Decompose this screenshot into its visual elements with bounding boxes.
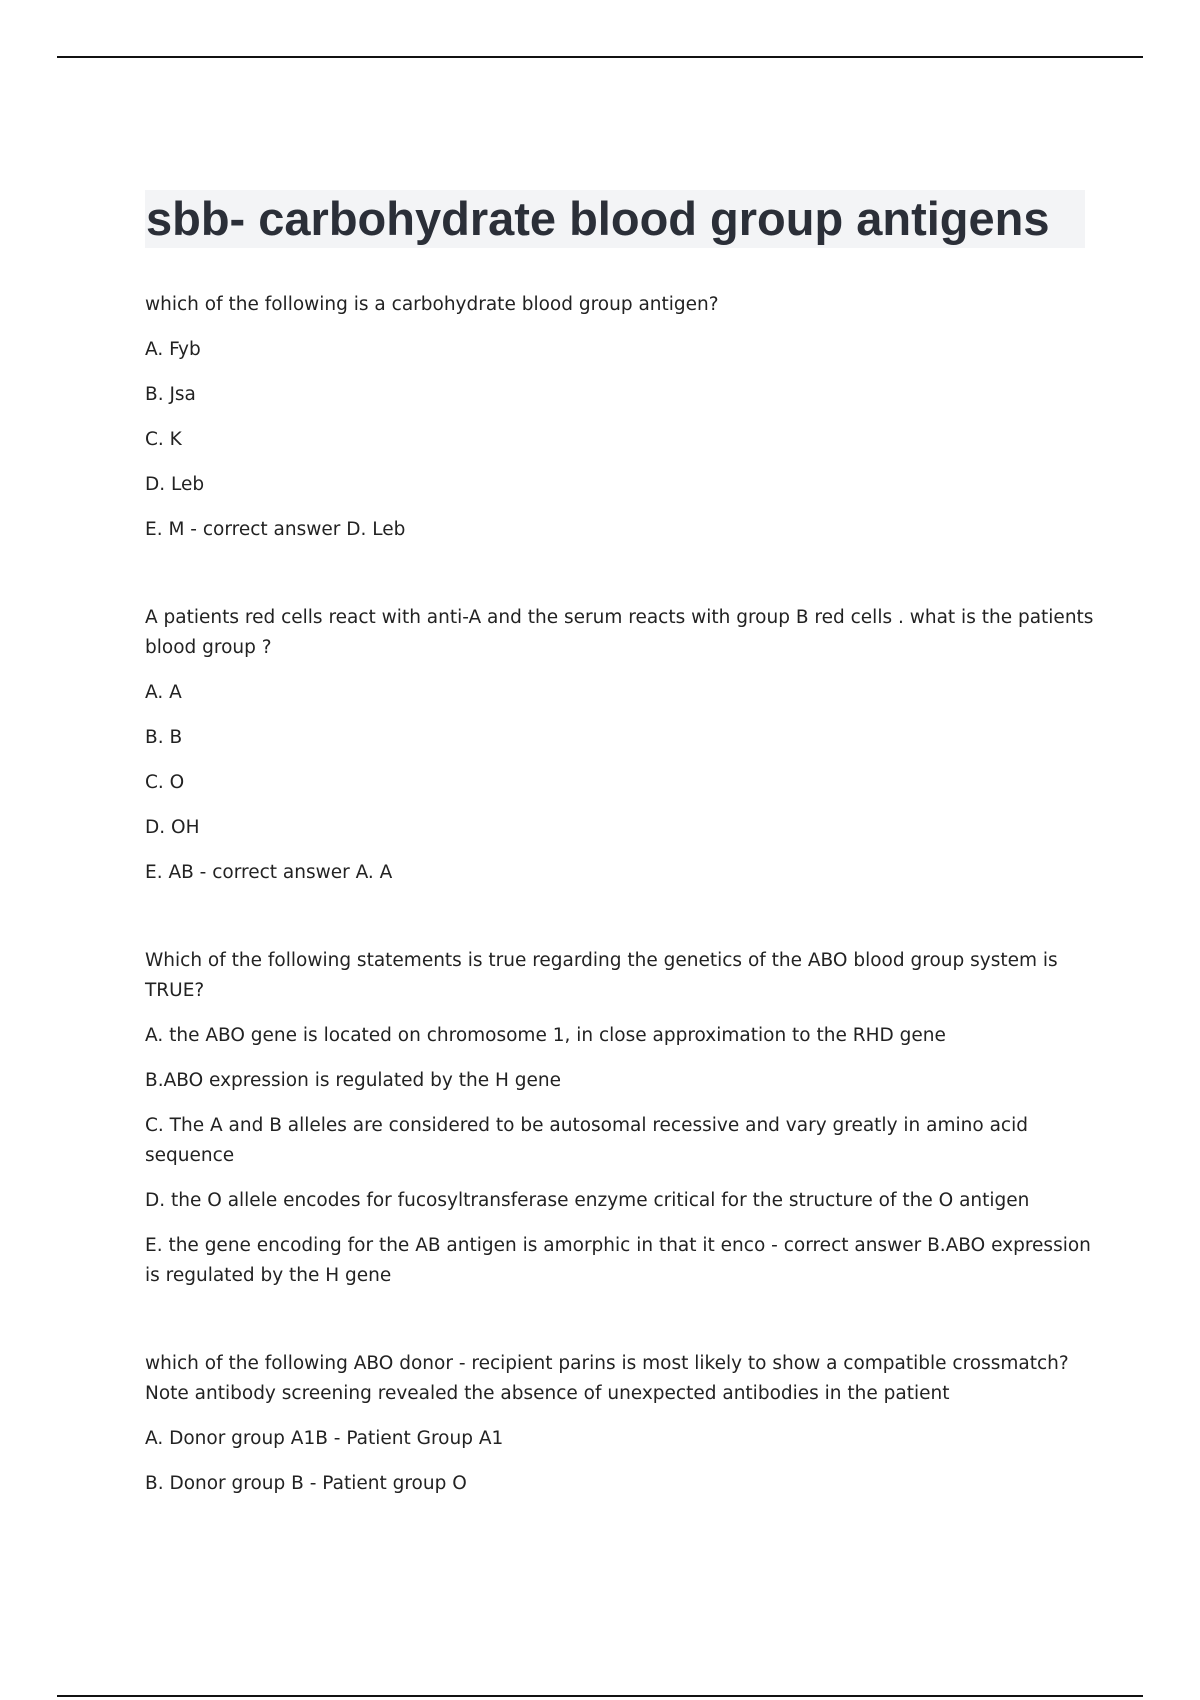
answer-option: D. OH — [145, 817, 200, 838]
question-text: Which of the following statements is true regarding the genetics of the ABO blood group system is TRUE? — [145, 950, 1058, 1001]
bottom-rule — [57, 1695, 1143, 1697]
document-title: sbb- carbohydrate blood group antigens — [145, 190, 1085, 248]
question-block-3 — [145, 946, 1105, 1291]
answer-option: A. Donor group A1B - Patient Group A1 — [145, 1428, 504, 1449]
answer-option: D. the O allele encodes for fucosyltransferase enzyme critical for the structure of the O antigen — [145, 1190, 1030, 1211]
question-text: A patients red cells react with anti-A and the serum reacts with group B red cells . what is the patients blood group ? — [145, 607, 1094, 658]
answer-option: C. The A and B alleles are considered to be autosomal recessive and vary greatly in amino acid sequence — [145, 1115, 1028, 1166]
answer-option: B.ABO expression is regulated by the H gene — [145, 1070, 561, 1091]
question-block-1 — [145, 290, 1105, 545]
question-block-2 — [145, 603, 1105, 888]
answer-option: B. B — [145, 727, 183, 748]
answer-option: A. A — [145, 682, 182, 703]
document-body — [145, 290, 1105, 1557]
question-text: which of the following is a carbohydrate blood group antigen? — [145, 294, 719, 315]
answer-option: C. K — [145, 429, 182, 450]
answer-option: C. O — [145, 772, 185, 793]
answer-option: E. AB - correct answer A. A — [145, 862, 393, 883]
question-text: which of the following ABO donor - recipient parins is most likely to show a compatible crossmatch? Note antibody screening revealed the absence of unexpected antibodies in the patient — [145, 1353, 1069, 1404]
answer-option: A. Fyb — [145, 339, 201, 360]
question-block-4 — [145, 1349, 1105, 1499]
answer-option: E. the gene encoding for the AB antigen is amorphic in that it enco - correct answer B.ABO expression is regulated by the H gene — [145, 1235, 1091, 1286]
top-rule — [57, 56, 1143, 58]
answer-option: B. Donor group B - Patient group O — [145, 1473, 467, 1494]
answer-option: E. M - correct answer D. Leb — [145, 519, 406, 540]
answer-option: D. Leb — [145, 474, 205, 495]
answer-option: A. the ABO gene is located on chromosome 1, in close approximation to the RHD gene — [145, 1025, 946, 1046]
answer-option: B. Jsa — [145, 384, 196, 405]
